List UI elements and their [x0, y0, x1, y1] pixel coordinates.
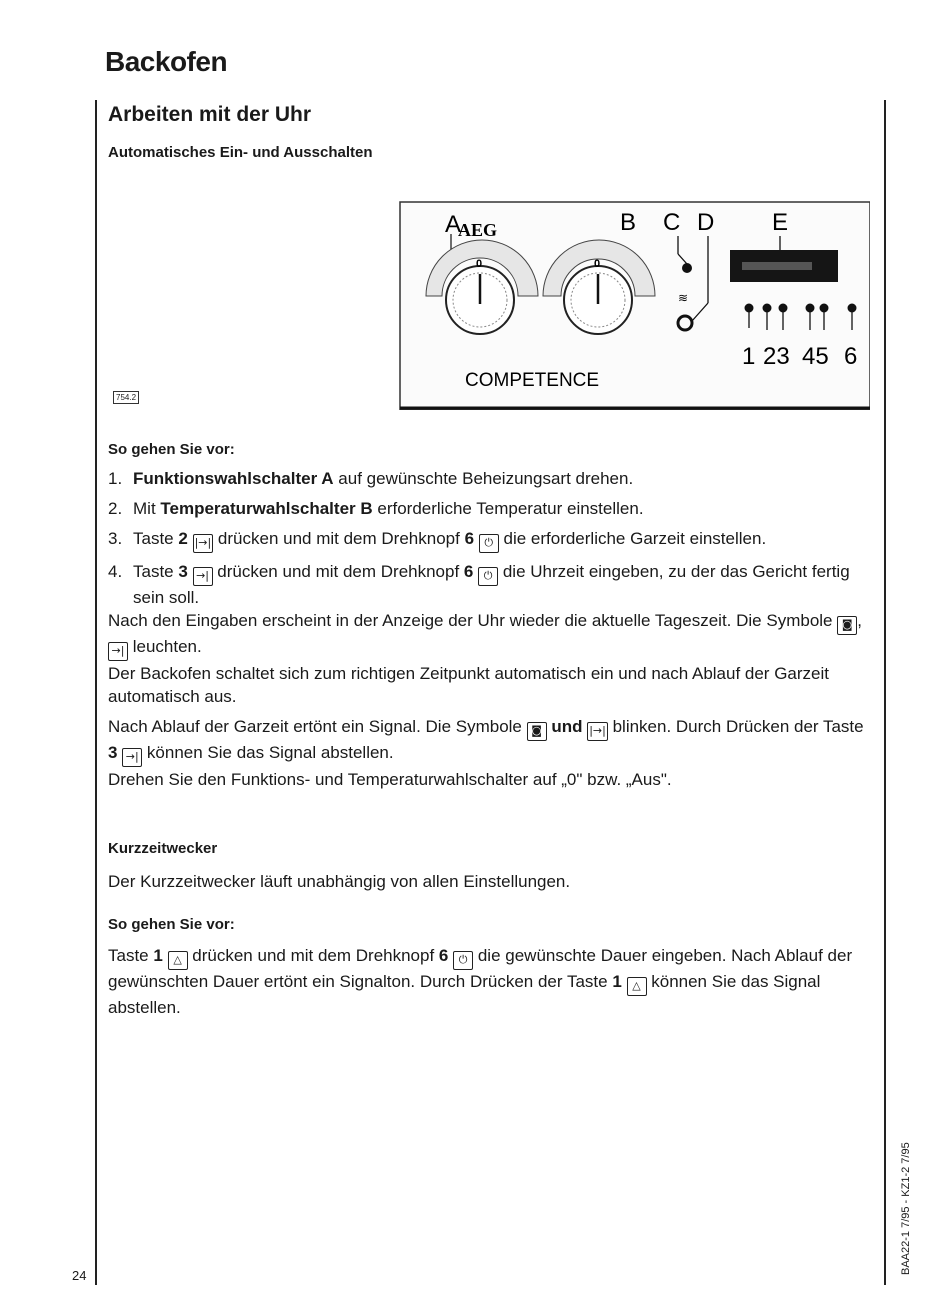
svg-text:≋: ≋ [678, 291, 689, 305]
indicator-light [682, 263, 692, 273]
knob-icon: ⏻ [478, 567, 498, 586]
label-b: B [620, 209, 637, 236]
button-num-1: 1 [742, 343, 756, 370]
procedure-steps [108, 467, 873, 616]
paragraph-off: Drehen Sie den Funktions- und Temperaturwahlschalter auf „0" bzw. „Aus". [108, 770, 672, 789]
duration-icon: |→| [193, 534, 214, 553]
document-code: BAA22-1 7/95 - KZ1-2 7/95 [900, 1142, 912, 1275]
step-1: 1. Funktionswahlschalter A auf gewünschte Beheizungsart drehen. [108, 469, 634, 488]
end-time-icon: →| [108, 642, 128, 661]
aeg-logo: AEG [458, 220, 498, 240]
procedure-heading: So gehen Sie vor: [108, 441, 235, 458]
left-rule [95, 100, 97, 1285]
section-subtitle: Automatisches Ein- und Ausschalten [108, 144, 373, 161]
figure-ref: 754.2 [113, 391, 139, 404]
timer-heading: Kurzzeitwecker [108, 840, 218, 857]
paragraph-display: Nach den Eingaben erscheint in der Anzeige der Uhr wieder die aktuelle Tageszeit. Die Symbole ◙ , →| leuchten. [108, 609, 873, 661]
bell-icon: △ [168, 951, 188, 970]
model-name: COMPETENCE [465, 370, 600, 391]
label-c: C [663, 209, 681, 236]
svg-text:0: 0 [594, 258, 601, 270]
paragraph-signal: Nach Ablauf der Garzeit ertönt ein Signal. Die Symbole ◙ und |→| blinken. Durch Drücken der Taste 3 →| können Sie das Signal abstellen. [108, 715, 873, 767]
step-2: 2. Mit Temperaturwahlschalter B erforderliche Temperatur einstellen. [108, 499, 644, 518]
oven-panel-figure [108, 188, 870, 410]
button-num-23: 23 [763, 343, 790, 370]
page-header: Backofen [105, 46, 228, 77]
svg-text:0: 0 [476, 258, 483, 270]
paragraph-auto: Der Backofen schaltet sich zum richtigen Zeitpunkt automatisch ein und nach Ablauf der Garzeit automatisch aus. [108, 664, 829, 706]
label-e: E [772, 209, 789, 236]
section-title: Arbeiten mit der Uhr [108, 103, 312, 126]
bell-icon: △ [627, 977, 647, 996]
knob-icon: ⏻ [453, 951, 473, 970]
timer-procedure-text: Taste 1 △ drücken und mit dem Drehknopf 6 ⏻ die gewünschte Dauer eingeben. Nach Ablauf der gewünschten Dauer ertönt ein Signalton. Durch Drücken der Taste 1 △ können Sie das Signal abstellen. [108, 946, 853, 1017]
step-3: 3. Taste 2 |→| drücken und mit dem Drehknopf 6 ⏻ die erforderliche Garzeit einstellen. [108, 527, 873, 553]
button-num-6: 6 [844, 343, 858, 370]
page-number: 24 [72, 1268, 87, 1283]
auto-icon: ◙ [527, 722, 547, 741]
step-4: 4. Taste 3 →| drücken und mit dem Drehknopf 6 ⏻ die Uhrzeit eingeben, zu der das Gericht fertig sein soll. [108, 562, 850, 607]
end-time-icon: →| [193, 567, 213, 586]
auto-icon: ◙ [837, 616, 857, 635]
label-d: D [697, 209, 715, 236]
right-rule [884, 100, 886, 1285]
end-time-icon: →| [122, 748, 142, 767]
button-num-45: 45 [802, 343, 829, 370]
timer-procedure-heading: So gehen Sie vor: [108, 916, 235, 933]
knob-icon: ⏻ [479, 534, 499, 553]
label-a: A [445, 211, 462, 238]
duration-icon: |→| [587, 722, 608, 741]
timer-text: Der Kurzzeitwecker läuft unabhängig von allen Einstellungen. [108, 872, 571, 891]
